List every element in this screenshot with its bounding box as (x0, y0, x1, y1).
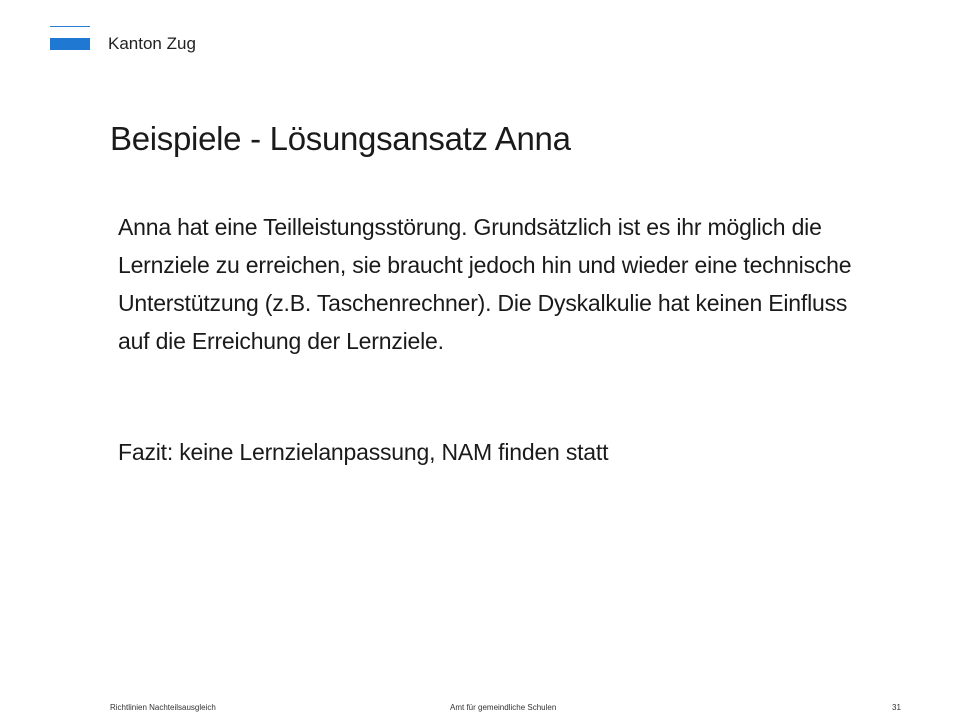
slide-title: Beispiele - Lösungsansatz Anna (110, 120, 571, 157)
logo-text: Kanton Zug (108, 34, 196, 53)
footer-page-number: 31 (892, 703, 901, 712)
logo-rule-line (50, 26, 90, 27)
logo-blue-bar (50, 38, 90, 50)
footer-document-title: Richtlinien Nachteilsausgleich (110, 703, 216, 712)
conclusion-text: Fazit: keine Lernzielanpassung, NAM finden statt (118, 439, 609, 465)
kanton-zug-logo (50, 26, 250, 56)
body-paragraph (118, 208, 878, 360)
footer-department: Amt für gemeindliche Schulen (450, 703, 557, 712)
body-paragraph-text: Anna hat eine Teilleistungsstörung. Grundsätzlich ist es ihr möglich die Lernziele zu erreichen, sie braucht jedoch hin und wieder eine technische Unterstützung (z.B. Taschenrechner). Die Dyskalkulie hat keinen Einfluss auf die Erreichung der Lernziele. (118, 214, 852, 354)
